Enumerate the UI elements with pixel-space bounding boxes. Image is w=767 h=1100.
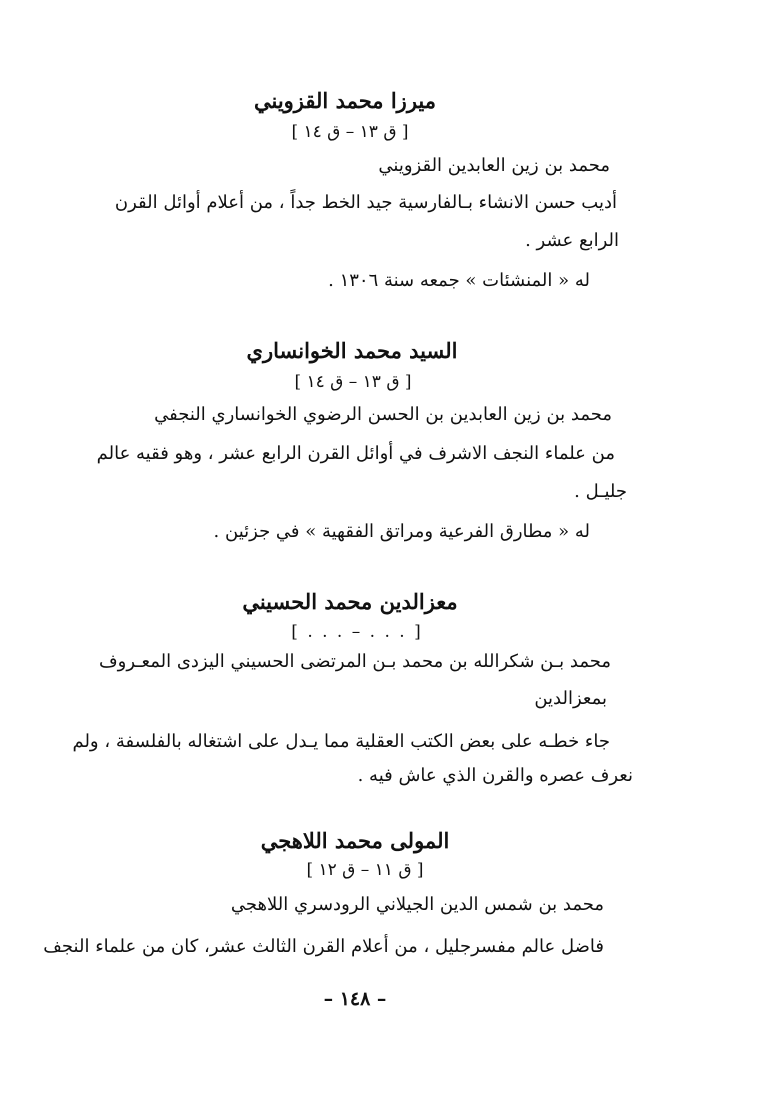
- entry-dates: [ ق ١٣ – ق ١٤ ]: [291, 122, 409, 142]
- entry-title: معزالدين محمد الحسيني: [242, 589, 458, 614]
- entry-text-line: من علماء النجف الاشرف في أوائل القرن الرابع عشر ، وهو فقيه عالم: [96, 443, 615, 464]
- entry-text-line: نعرف عصره والقرن الذي عاش فيه .: [357, 765, 633, 786]
- entry-title: السيد محمد الخوانساري: [246, 338, 458, 363]
- entry-text-line: جليـل .: [574, 481, 627, 502]
- entry-text-line: بمعزالدين: [534, 688, 607, 709]
- page-number: – ١٤٨ –: [323, 988, 387, 1010]
- entry-text-line: أديب حسن الانشاء بـالفارسية جيد الخط جداً ، من أعلام أوائل القرن: [114, 192, 617, 213]
- entry-dates: [ . . . – . . . ]: [291, 622, 423, 642]
- entry-text-line: محمد بن زين العابدين بن الحسن الرضوي الخوانساري النجفي: [154, 404, 612, 425]
- entry-text-line: له « المنشئات » جمعه سنة ١٣٠٦ .: [328, 270, 590, 291]
- entry-title: ميرزا محمد القزويني: [253, 88, 436, 113]
- entry-title: المولى محمد اللاهجي: [260, 828, 450, 853]
- entry-text-line: له « مطارق الفرعية ومراتق الفقهية » في جزئين .: [213, 521, 590, 542]
- entry-text-line: جاء خطـه على بعض الكتب العقلية مما يـدل على اشتغاله بالفلسفة ، ولم: [72, 731, 610, 752]
- entry-text-line: محمد بن شمس الدين الجيلاني الرودسري اللاهجي: [230, 894, 604, 915]
- entry-text-line: محمد بـن شكرالله بن محمد بـن المرتضى الحسيني اليزدى المعـروف: [98, 651, 611, 672]
- entry-dates: [ ق ١١ – ق ١٢ ]: [306, 860, 424, 880]
- entry-text-line: فاضل عالم مفسرجليل ، من أعلام القرن الثالث عشر، كان من علماء النجف: [43, 936, 604, 957]
- entry-text-line: الرابع عشر .: [525, 230, 619, 251]
- entry-text-line: محمد بن زين العابدين القزويني: [378, 155, 610, 176]
- entry-dates: [ ق ١٣ – ق ١٤ ]: [294, 372, 412, 392]
